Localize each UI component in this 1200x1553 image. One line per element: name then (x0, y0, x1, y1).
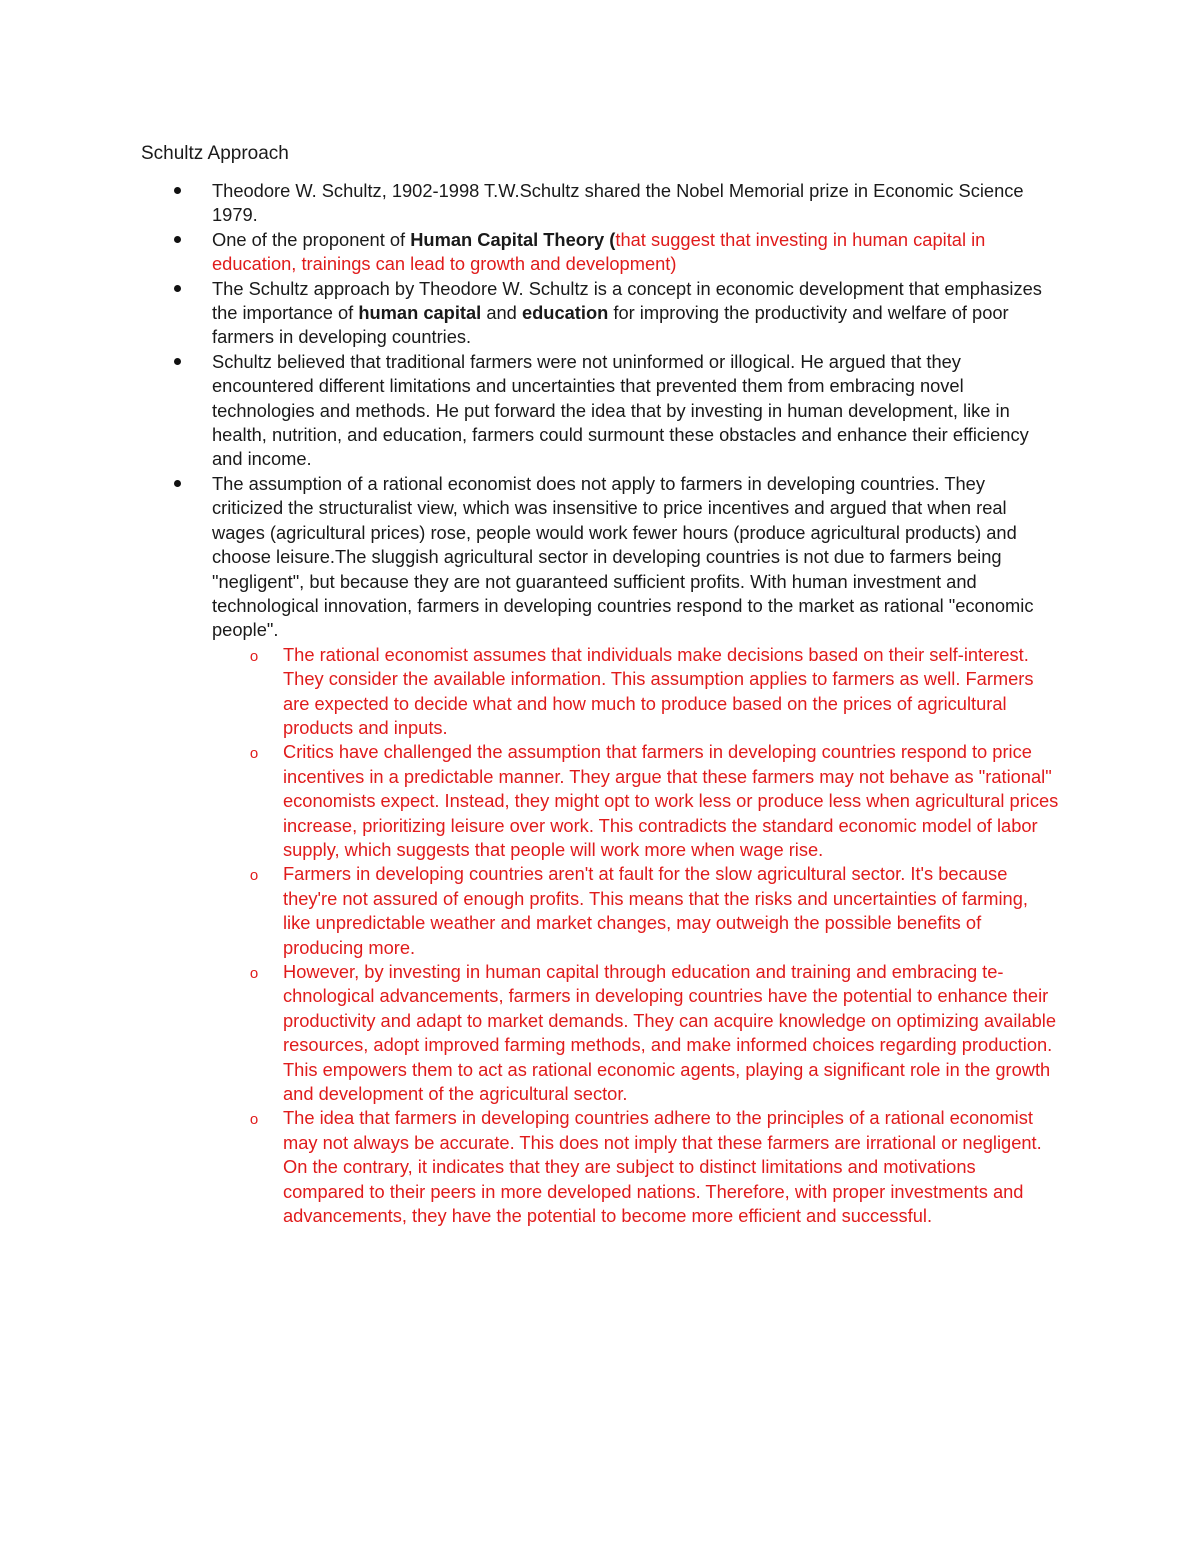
circle-bullet-icon: o (249, 867, 259, 885)
sub-item-critics (249, 740, 1060, 862)
sub-item-profits (249, 862, 1060, 960)
sub-item-text: The rational economist assumes that individuals make decisions based on their self-interest. They consider the available information. This assumption applies to farmers as well. Farmers are expected to decide what and how much to produce based on the prices of agricultural products and inputs. (283, 643, 1034, 738)
sub-item-text: Farmers in developing countries aren't at fault for the slow agricultural sector. It's because they're not assured of enough profits. This means that the risks and uncertainties of farming, like unpredictable weather and market changes, may outweigh the possible benefits of producing more. (283, 863, 1028, 958)
bullet-text: One of the proponent of (212, 228, 411, 250)
bullet-item-rational-economist (0, 472, 1060, 1229)
circle-bullet-icon: o (249, 965, 259, 982)
sub-item-rational-assumption (249, 643, 1060, 741)
bullet-item-schultz-bio (0, 179, 1060, 228)
red-explanation-text: that suggest that investing in human capital in education, trainings can lead to growth and development) (212, 228, 986, 275)
circle-bullet-icon: o (249, 647, 259, 665)
page-title: Schultz Approach (141, 143, 289, 164)
circle-bullet-icon: o (249, 745, 259, 763)
bold-term-human-capital-theory: Human Capital Theory ( (410, 228, 616, 250)
circle-bullet-icon: o (249, 1111, 259, 1129)
bullet-dot-icon (174, 187, 181, 194)
sub-item-conclusion (249, 1106, 1060, 1228)
sub-item-text: However, by investing in human capital through education and training and embracing te-chnological advancements, farmers in developing countries have the potential to enhance their productivity and adapt to market demands. They can acquire knowledge on optimizing available resources, adopt improved farming methods, and make informed choices regarding production. This empowers them to act as rational economic agents, playing a significant role in the growth and development of the agricultural sector. (283, 961, 1057, 1105)
bullet-text: and (481, 302, 522, 324)
bullet-text: The assumption of a rational economist does not apply to farmers in developing countries. They criticized the structuralist view, which was insensitive to price incentives and argued that when real wages (agricultural prices) rose, people would work fewer hours (produce agricultural products) and choose leisure.The sluggish agricultural sector in developing countries is not due to farmers being "negligent", but because they are not guaranteed sufficient profits. With human investment and technological innovation, farmers in developing countries respond to the market as rational "economic people". (212, 472, 1034, 641)
bullet-item-traditional-farmers (0, 350, 1060, 472)
sub-item-human-capital-investment (249, 960, 1060, 1106)
bullet-text: for improving the productivity and welfare of poor farmers in developing countries. (212, 302, 1009, 348)
sub-item-text: The idea that farmers in developing countries adhere to the principles of a rational economist may not always be accurate. This does not imply that these farmers are irrational or negligent. On the contrary, it indicates that they are subject to distinct limitations and motivations compared to their peers in more developed nations. Therefore, with proper investments and advancements, they have the potential to become more efficient and successful. (283, 1107, 1042, 1227)
bold-term-education: education (521, 302, 609, 324)
bullet-text: Theodore W. Schultz, 1902-1998 T.W.Schultz shared the Nobel Memorial prize in Economic Science 1979. (212, 180, 1024, 226)
bullet-dot-icon (174, 236, 181, 243)
bullet-text: Schultz believed that traditional farmers were not uninformed or illogical. He argued that they encountered different limitations and uncertainties that prevented them from embracing novel technologies and methods. He put forward the idea that by investing in human development, like in health, nutrition, and education, farmers could surmount these obstacles and enhance their efficiency and income. (212, 350, 1029, 470)
bullet-dot-icon (174, 480, 181, 487)
bullet-list (0, 179, 1200, 1228)
bullet-dot-icon (174, 285, 181, 292)
bold-term-human-capital: human capital (358, 302, 482, 324)
sub-item-text: Critics have challenged the assumption that farmers in developing countries respond to price incentives in a predictable manner. They argue that these farmers may not behave as "rational" economists expect. Instead, they might opt to work less or produce less when agricultural prices increase, prioritizing leisure over work. This contradicts the standard economic model of labor supply, which suggests that people will work more when wage rise. (283, 741, 1059, 860)
sub-bullet-list (212, 643, 1060, 1229)
bullet-text: The Schultz approach by Theodore W. Schultz is a concept in economic development that emphasizes the importance of (212, 277, 1042, 324)
bullet-item-human-capital-theory (0, 228, 1060, 277)
bullet-dot-icon (174, 358, 181, 365)
bullet-item-schultz-approach (0, 277, 1060, 350)
